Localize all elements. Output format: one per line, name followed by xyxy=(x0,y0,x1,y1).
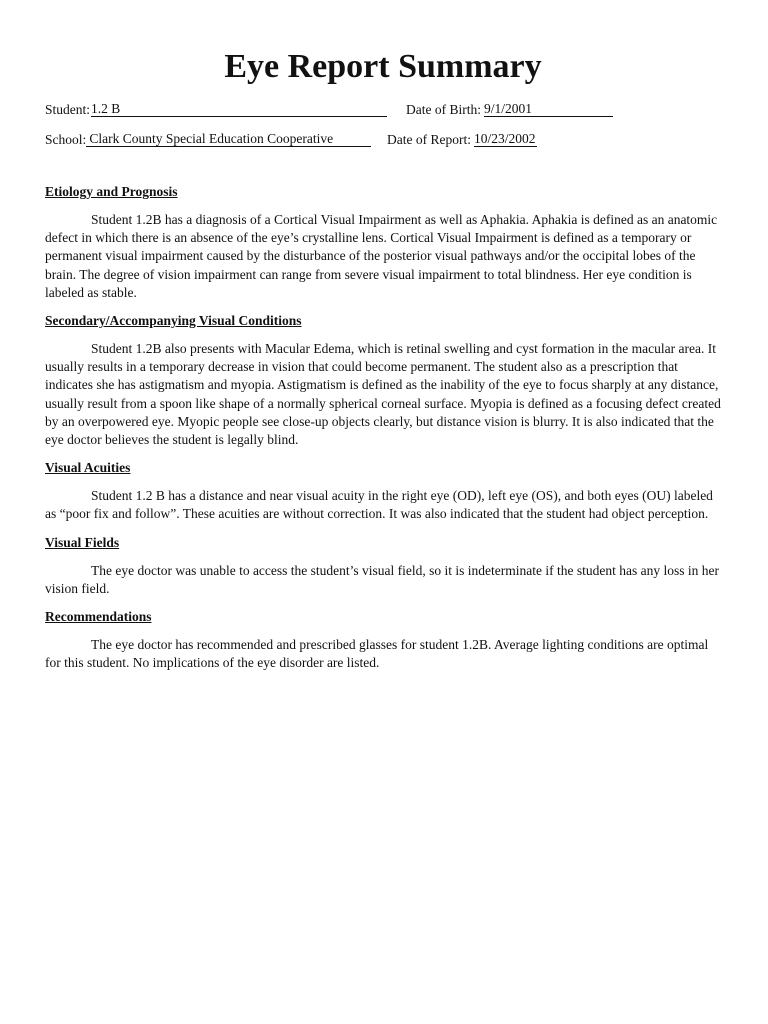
report-date-value: 10/23/2002 xyxy=(474,131,536,146)
dob-value: 9/1/2001 xyxy=(484,101,613,117)
section-heading: Etiology and Prognosis xyxy=(45,184,178,199)
student-info-row xyxy=(45,101,721,119)
section-paragraph: Student 1.2B also presents with Macular Edema, which is retinal swelling and cyst formation in the macular area. It usually results in a temporary decrease in vision that could become permanent. The student also as a prescription that indicates she has astigmatism and myopia. Astigmatism is defined as the inability of the eye to focus sharply at any distance, usually result from a spoon like shape of a normally spherical corneal surface. Myopia is defined as a focusing defect created by an overpowered eye. Myopic people see close-up objects clearly, but distance vision is blurry. It is also indicated that the eye doctor believes the student is legally blind. xyxy=(45,341,721,448)
student-label: Student: xyxy=(45,102,91,117)
section-heading: Visual Acuities xyxy=(45,460,131,476)
section-visual-fields xyxy=(45,534,721,598)
section-paragraph: Student 1.2 B has a distance and near visual acuity in the right eye (OD), left eye (OS), and both eyes (OU) labeled as “poor fix and follow”. These acuities are without correction. It was also indicated that the student had object perception. xyxy=(45,488,713,522)
section-heading: Recommendations xyxy=(45,609,152,625)
section-visual-acuities xyxy=(45,459,721,523)
school-value: Clark County Special Education Cooperative xyxy=(86,131,371,147)
section-paragraph: The eye doctor was unable to access the student’s visual field, so it is indeterminate if the student has any loss in her vision field. xyxy=(45,562,719,596)
section-recommendations xyxy=(45,608,721,672)
student-value: 1.2 B xyxy=(91,101,387,117)
school-label: School: xyxy=(45,132,87,147)
section-heading: Secondary/Accompanying Visual Conditions xyxy=(45,313,302,329)
report-date-label: Date of Report: xyxy=(387,132,471,147)
school-info-row xyxy=(45,131,721,149)
section-etiology xyxy=(45,183,721,302)
section-paragraph: Student 1.2B has a diagnosis of a Cortical Visual Impairment as well as Aphakia. Aphakia is defined as an anatomic defect in which there is an absence of the eye’s crystalline lens. Cortical Visual Impairment is defined as a temporary or permanent visual impairment caused by the disturbance of the posterior visual pathways and/or the occipital lobes of the brain. The degree of vision impairment can range from severe visual impairment to total blindness. Her eye condition is labeled as stable. xyxy=(45,212,718,300)
document-title: Eye Report Summary xyxy=(224,48,542,85)
section-secondary-conditions xyxy=(45,312,721,449)
section-heading: Visual Fields xyxy=(45,534,120,550)
section-paragraph: The eye doctor has recommended and prescribed glasses for student 1.2B. Average lighting conditions are optimal for this student. No implications of the eye disorder are listed. xyxy=(45,637,709,671)
document-page xyxy=(45,48,721,682)
dob-label: Date of Birth: xyxy=(406,102,481,117)
